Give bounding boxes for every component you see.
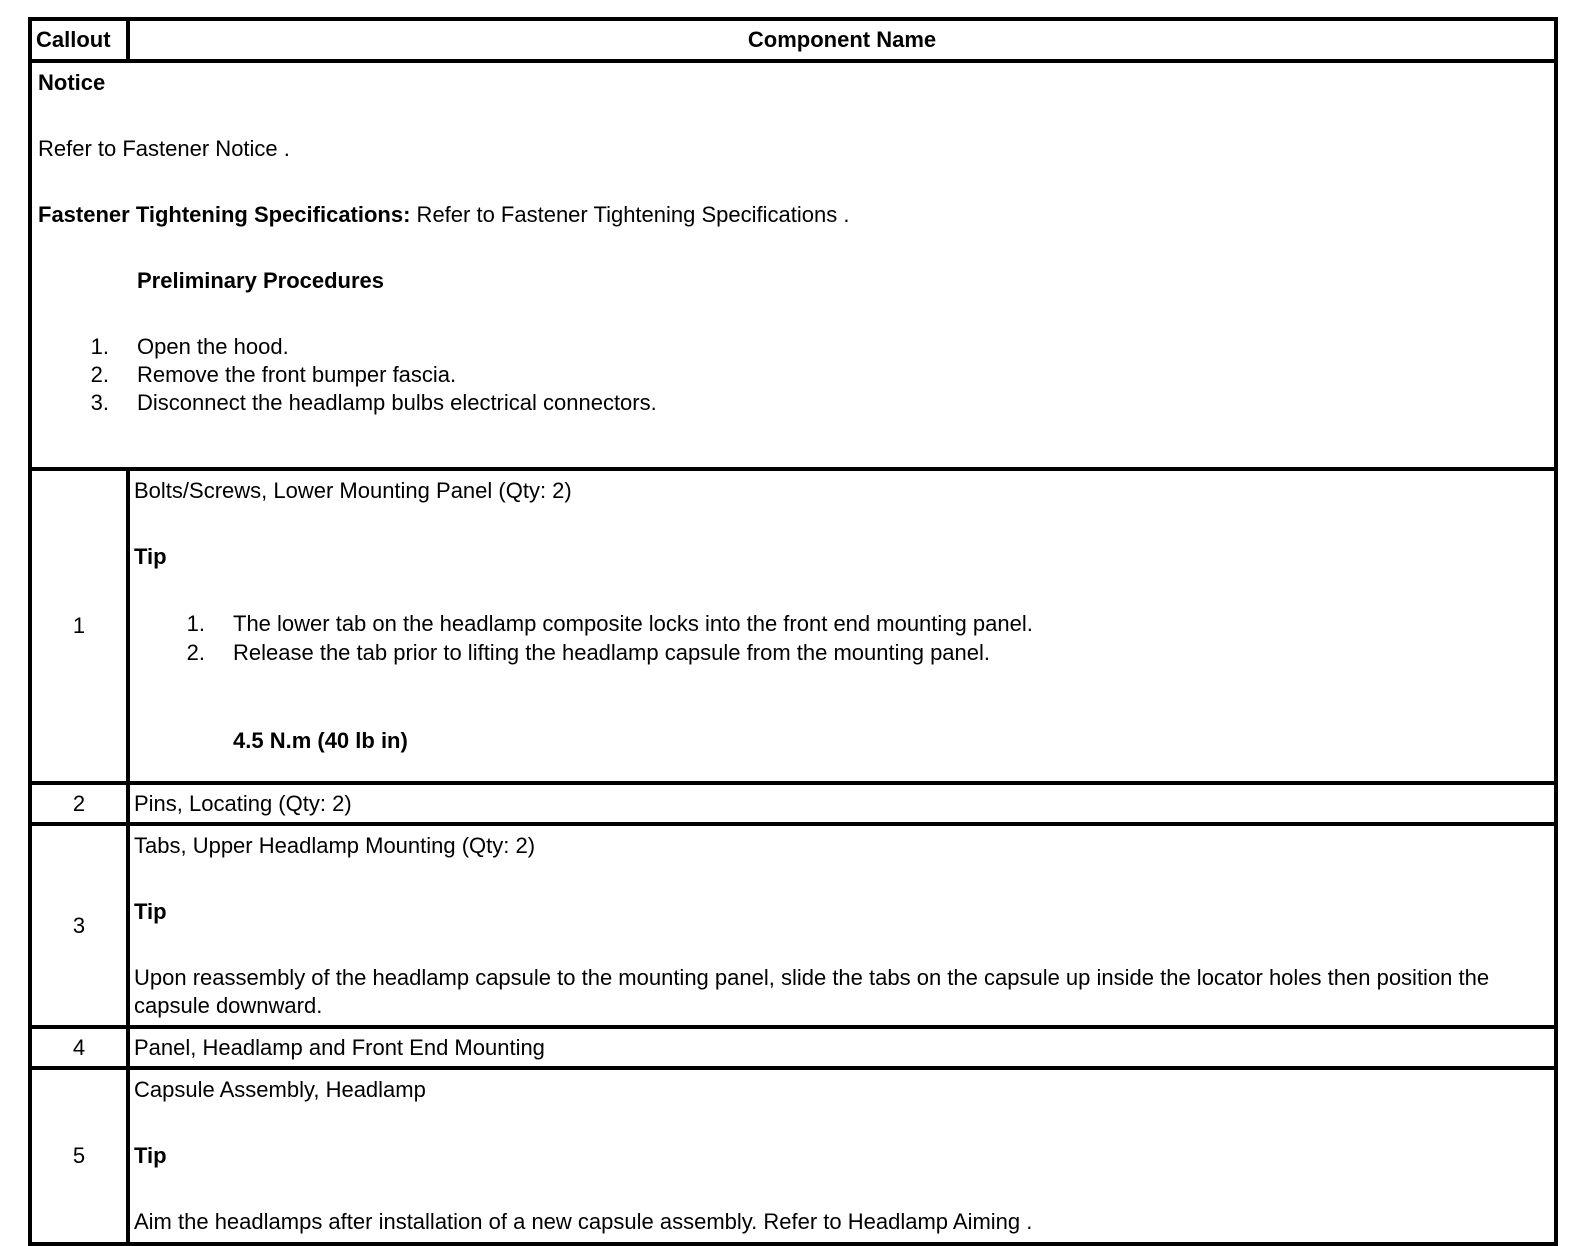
header-row <box>30 19 1556 61</box>
callout-cell: 1 <box>30 469 128 783</box>
tip-text: Release the tab prior to lifting the headlamp capsule from the mounting panel. <box>233 640 991 665</box>
fastener-spec-text: Refer to Fastener Tightening Specifications . <box>410 202 850 227</box>
table-row <box>30 1027 1556 1068</box>
list-item <box>38 333 1548 361</box>
component-cell <box>128 783 1556 824</box>
component-name-header: Component Name <box>128 19 1556 61</box>
table-row <box>30 469 1556 783</box>
preliminary-steps-list <box>38 333 1548 417</box>
notice-cell <box>30 61 1556 469</box>
component-cell <box>128 469 1556 783</box>
component-name: Pins, Locating (Qty: 2) <box>134 790 352 816</box>
fastener-spec-line <box>38 201 1548 229</box>
step-text: Disconnect the headlamp bulbs electrical connectors. <box>137 390 657 415</box>
step-text: Remove the front bumper fascia. <box>137 362 457 387</box>
tip-text: Upon reassembly of the headlamp capsule to the mounting panel, slide the tabs on the capsule up inside the locator holes then position the capsule downward. <box>134 965 1490 1018</box>
component-table <box>28 17 1558 1246</box>
list-item <box>38 361 1548 389</box>
tip-label: Tip <box>134 1143 167 1168</box>
notice-row <box>30 61 1556 469</box>
list-item <box>134 638 1550 667</box>
table-row <box>30 783 1556 824</box>
notice-refer-text: Refer to Fastener Notice . <box>38 136 290 161</box>
callout-header: Callout <box>30 19 128 61</box>
component-name: Capsule Assembly, Headlamp <box>134 1077 426 1102</box>
tip-text: Aim the headlamps after installation of a new capsule assembly. Refer to Headlamp Aiming . <box>134 1209 1033 1234</box>
fastener-spec-label: Fastener Tightening Specifications: <box>38 202 411 227</box>
table-row <box>30 824 1556 1027</box>
procedure-sheet <box>28 17 1558 1246</box>
tip-label: Tip <box>134 544 167 569</box>
callout-cell: 3 <box>30 824 128 1027</box>
step-text: Open the hood. <box>137 334 289 359</box>
component-name: Panel, Headlamp and Front End Mounting <box>134 1034 545 1060</box>
tip-list <box>134 609 1550 667</box>
tip-text: The lower tab on the headlamp composite locks into the front end mounting panel. <box>233 611 1033 636</box>
tip-label: Tip <box>134 899 167 924</box>
component-cell <box>128 824 1556 1027</box>
table-row <box>30 1068 1556 1244</box>
component-cell <box>128 1027 1556 1068</box>
callout-cell: 4 <box>30 1027 128 1068</box>
component-name: Bolts/Screws, Lower Mounting Panel (Qty: 2) <box>134 478 572 503</box>
notice-title: Notice <box>38 70 106 95</box>
list-item <box>134 609 1550 638</box>
preliminary-procedures-title: Preliminary Procedures <box>137 268 385 293</box>
callout-cell: 5 <box>30 1068 128 1244</box>
tip-number: 2. <box>186 640 205 665</box>
component-name: Tabs, Upper Headlamp Mounting (Qty: 2) <box>134 833 536 858</box>
component-cell <box>128 1068 1556 1244</box>
callout-cell: 2 <box>30 783 128 824</box>
torque-spec: 4.5 N.m (40 lb in) <box>233 728 408 753</box>
tip-number: 1. <box>186 611 205 636</box>
step-number: 2. <box>90 362 109 387</box>
step-number: 3. <box>90 390 109 415</box>
list-item <box>38 389 1548 417</box>
step-number: 1. <box>90 334 109 359</box>
